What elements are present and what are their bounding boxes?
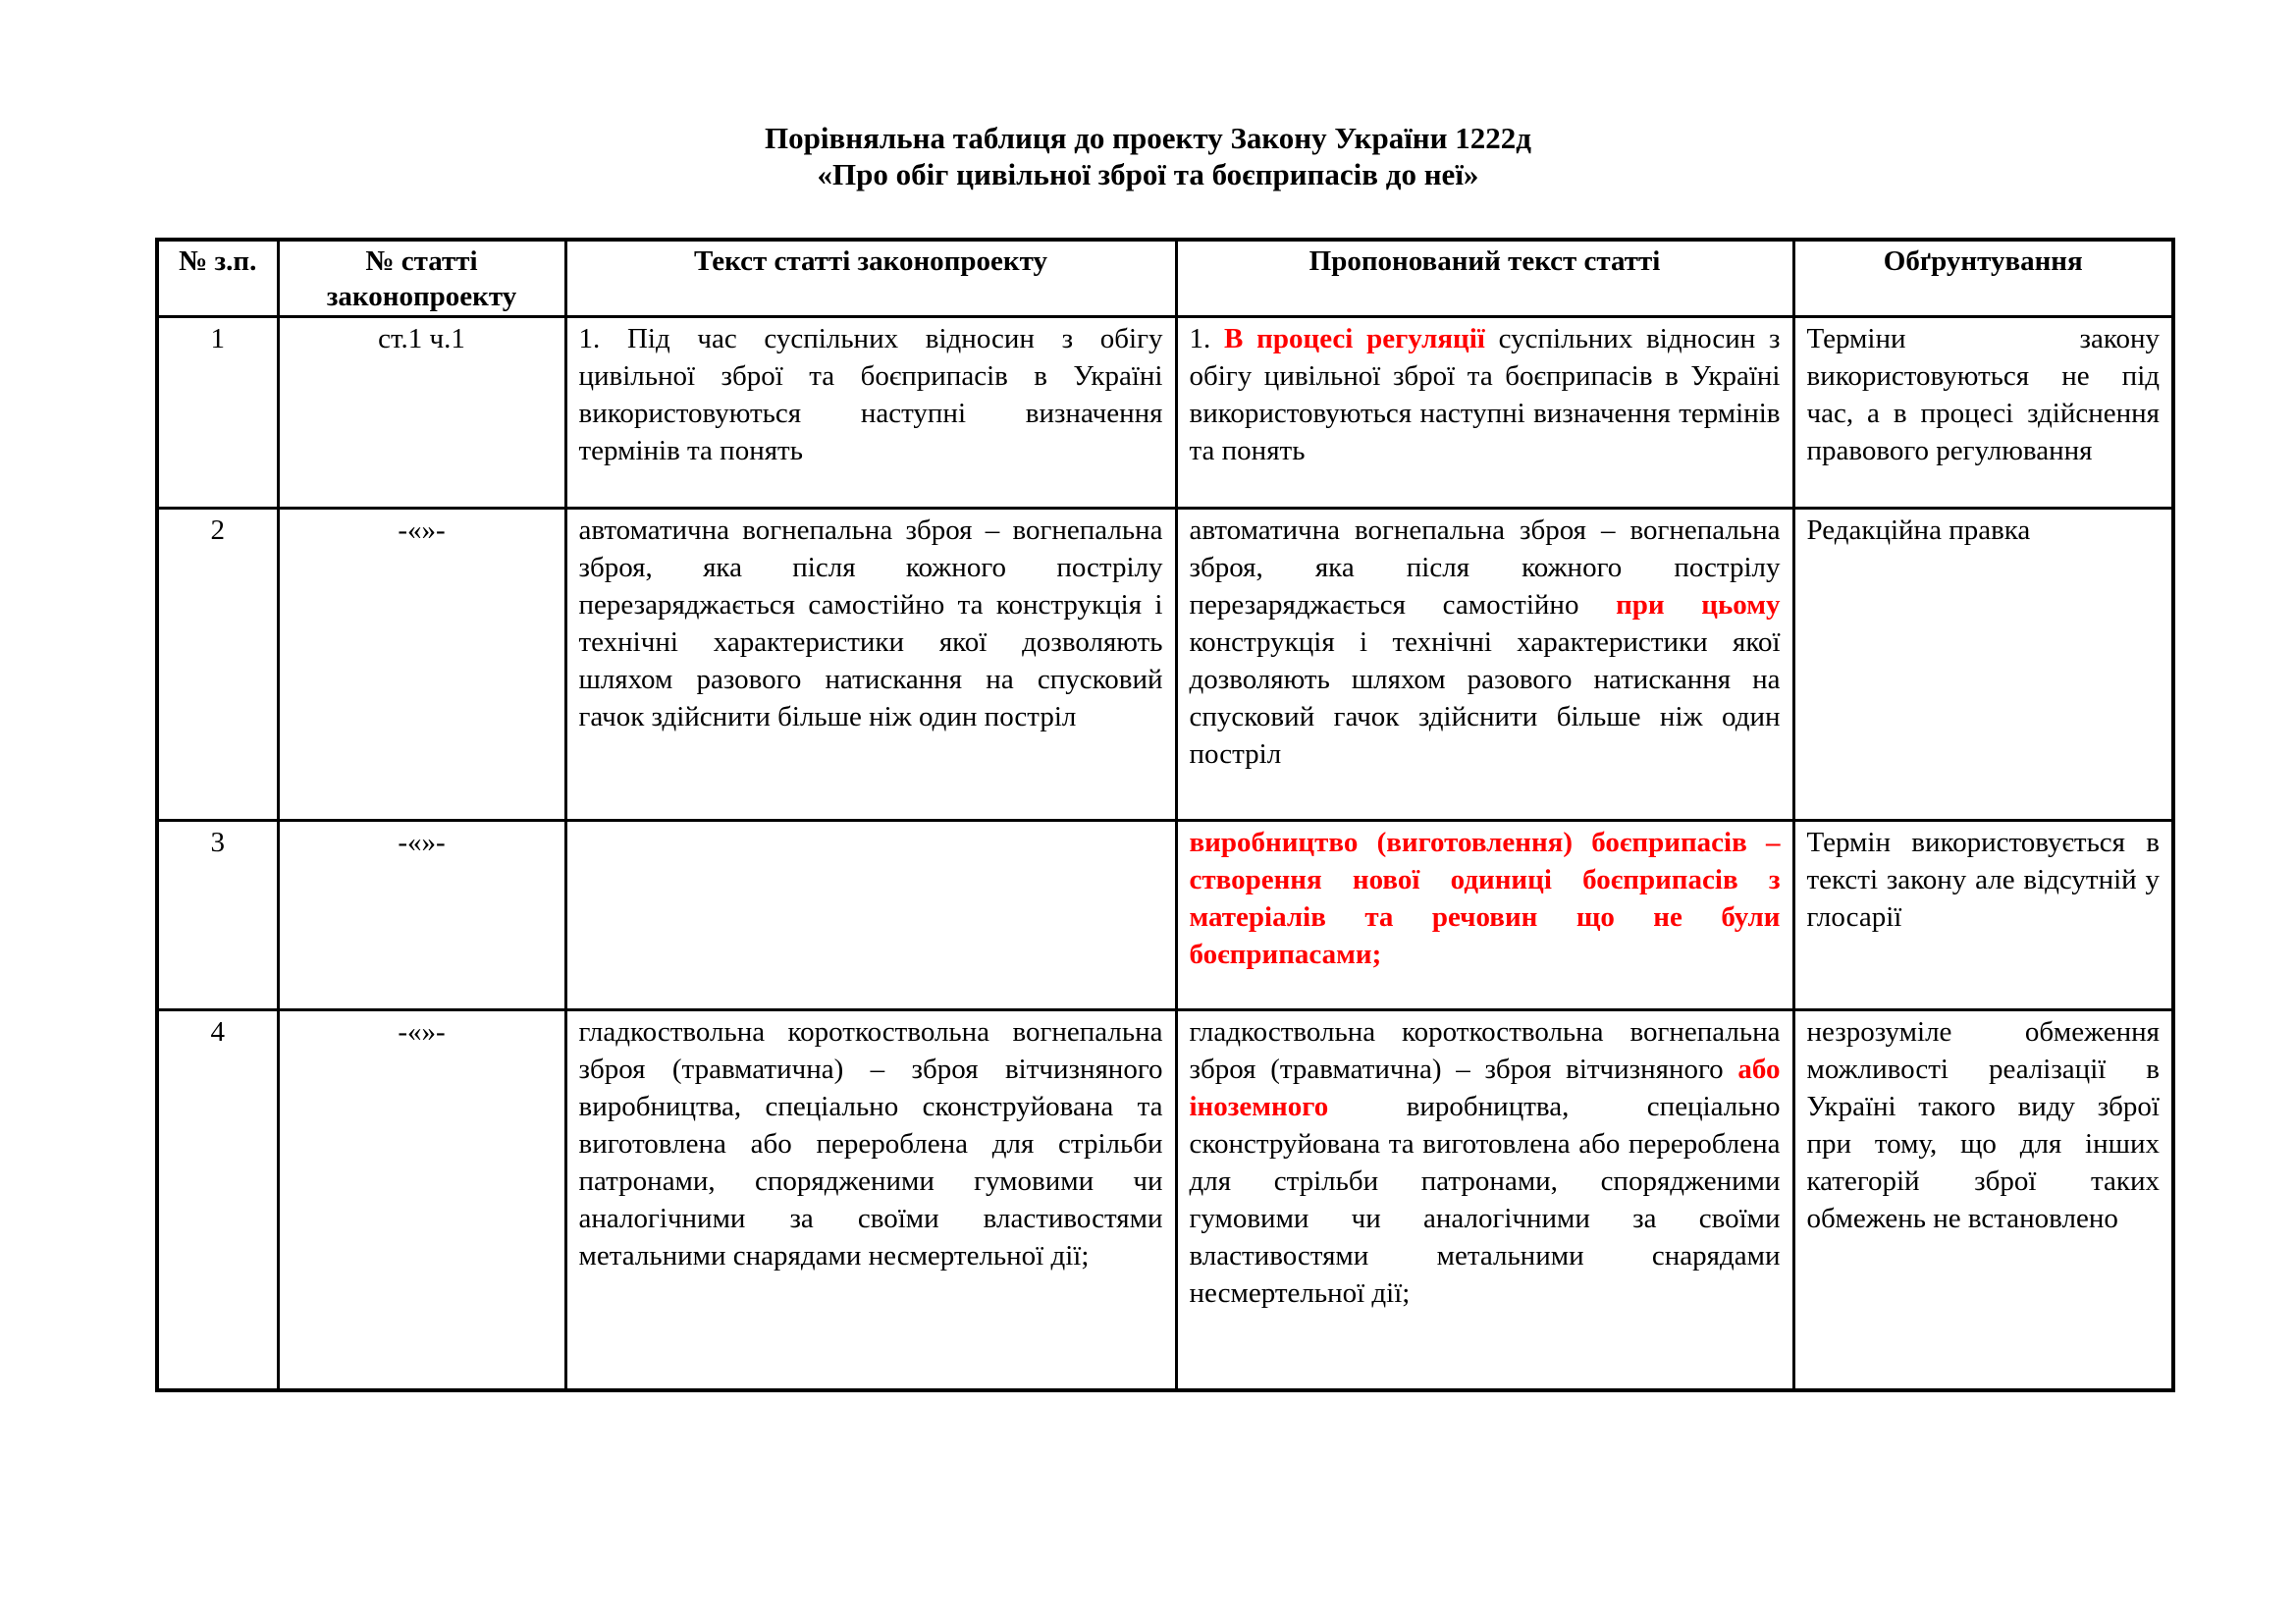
amended-text-segment: при цьому: [1616, 589, 1781, 621]
cell-proposed-text: [1176, 317, 1793, 509]
column-header-original-text: Текст статті законопроекту: [565, 240, 1176, 317]
cell-article-number: -«»-: [278, 821, 565, 1010]
cell-original-text: [565, 317, 1176, 509]
cell-justification: [1793, 821, 2173, 1010]
text-segment: гладкоствольна короткоствольна вогнепальна зброя (травматична) – зброя вітчизняного: [1189, 1016, 1781, 1085]
cell-proposed-text: [1176, 821, 1793, 1010]
table-header-row: [157, 240, 2173, 317]
text-segment: 1. Під час суспільних відносин з обігу цивільної зброї та боєприпасів в Україні використовуються наступні визначення термінів та понять: [578, 323, 1163, 466]
text-segment: 1.: [1189, 323, 1225, 354]
text-segment: суспільних відносин з обігу цивільної зброї та боєприпасів в Україні використовуються наступні визначення термінів та понять: [1189, 323, 1781, 466]
cell-original-text: [565, 509, 1176, 821]
cell-justification: [1793, 1010, 2173, 1391]
text-segment: Терміни закону використовуються не під час, а в процесі здійснення правового регулювання: [1806, 323, 2160, 466]
cell-article-number: -«»-: [278, 509, 565, 821]
cell-row-number: 4: [157, 1010, 278, 1391]
comparison-table: [155, 238, 2175, 1392]
table-row: [157, 1010, 2173, 1391]
cell-row-number: 2: [157, 509, 278, 821]
amended-text-segment: або іноземного: [1189, 1054, 1781, 1122]
amended-text-segment: виробництво (виготовлення) боєприпасів – створення нової одиниці боєприпасів з матеріалів та речовин що не були боєприпасами;: [1189, 827, 1781, 970]
cell-row-number: 1: [157, 317, 278, 509]
text-segment: виробництва, спеціально сконструйована та виготовлена або перероблена для стрільби патронами, спорядженими гумовими чи аналогічними за своїми властивостями метальними снарядами несмертельної дії;: [1189, 1091, 1781, 1309]
amended-text-segment: В процесі регуляції: [1224, 323, 1485, 354]
text-segment: конструкція і технічні характеристики якої дозволяють шляхом разового натискання на спусковий гачок здійснити більше ніж один постріл: [1189, 626, 1781, 770]
column-header-proposed-text: Пропонований текст статті: [1176, 240, 1793, 317]
column-header-article-number: № статті законопроекту: [278, 240, 565, 317]
text-segment: автоматична вогнепальна зброя – вогнепальна зброя, яка після кожного пострілу перезаряджається самостійно та конструкція і технічні характеристики якої дозволяють шляхом разового натискання на спусковий гачок здійснити більше ніж один постріл: [578, 514, 1163, 732]
cell-original-text: [565, 821, 1176, 1010]
text-segment: Термін використовується в тексті закону але відсутній у глосарії: [1806, 827, 2160, 933]
document-title-line1: Порівняльна таблиця до проекту Закону України 1222д: [765, 121, 1531, 155]
column-header-row-number: № з.п.: [157, 240, 278, 317]
text-segment: гладкоствольна короткоствольна вогнепальна зброя (травматична) – зброя вітчизняного виробництва, спеціально сконструйована та виготовлена або перероблена для стрільби патронами, спорядженими гумовими чи аналогічними за своїми властивостями метальними снарядами несмертельної дії;: [578, 1016, 1163, 1272]
cell-original-text: [565, 1010, 1176, 1391]
cell-proposed-text: [1176, 1010, 1793, 1391]
column-header-justification: Обґрунтування: [1793, 240, 2173, 317]
cell-article-number: ст.1 ч.1: [278, 317, 565, 509]
text-segment: автоматична вогнепальна зброя – вогнепальна зброя, яка після кожного пострілу перезаряджається самостійно: [1189, 514, 1781, 621]
document-title: [0, 120, 2296, 192]
document-title-line2: «Про обіг цивільної зброї та боєприпасів до неї»: [817, 157, 1479, 191]
table-row: [157, 317, 2173, 509]
cell-justification: [1793, 509, 2173, 821]
table-row: [157, 509, 2173, 821]
text-segment: незрозуміле обмеження можливості реалізації в Україні такого виду зброї при тому, що для інших категорій зброї таких обмежень не встановлено: [1806, 1016, 2160, 1234]
cell-proposed-text: [1176, 509, 1793, 821]
cell-article-number: -«»-: [278, 1010, 565, 1391]
cell-row-number: 3: [157, 821, 278, 1010]
text-segment: Редакційна правка: [1806, 514, 2031, 546]
table-row: [157, 821, 2173, 1010]
cell-justification: [1793, 317, 2173, 509]
